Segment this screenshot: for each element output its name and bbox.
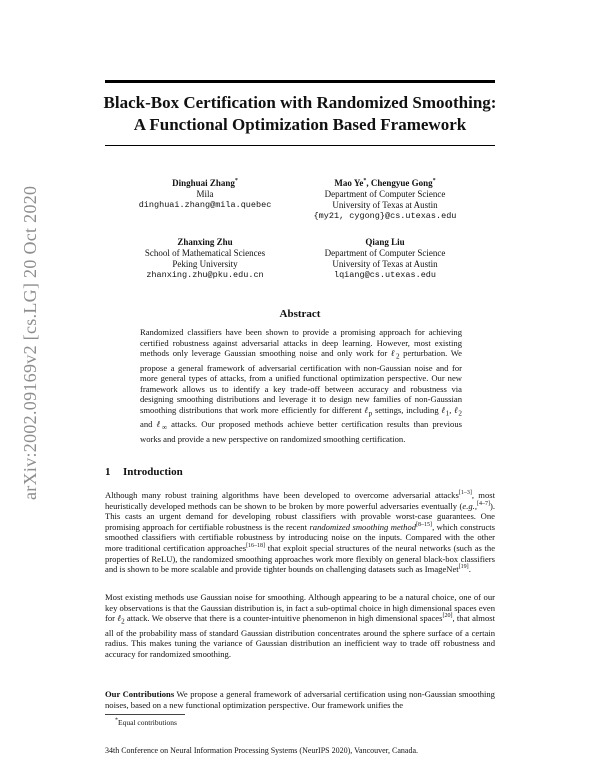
author-block-ye-gong [290, 178, 480, 222]
author-department: Department of Computer Science [324, 189, 446, 199]
title-line-2: A Functional Optimization Based Framework [133, 115, 467, 134]
author-email: zhanxing.zhu@pku.edu.cn [146, 270, 264, 280]
author-name: Zhanxing Zhu [177, 237, 233, 247]
abstract-body: Randomized classifiers have been shown to provide a promising approach for achieving certified robustness against adversarial attacks in deep learning. However, most existing methods only leverage Gaussian smoothing noise and only work for ℓ$_2$ perturbation. We propose a general framework of adversarial certification with non-Gaussian noise and for more general types of attacks, from a unified functional optimization perspective. Our new framework allows us to identify a key trade-off between accuracy and robustness via designing smoothing distributions and leverage it to design new families of non-Gaussian smoothing distributions that work more efficiently for different ℓ$_p$ settings, including ℓ$_1$, ℓ$_2$ and ℓ$_\infty$ attacks. Our proposed methods achieve better certification results than previous works and provide a new perspective on randomized smoothing certification. [140, 327, 462, 444]
title-top-rule [105, 80, 495, 83]
paper-title [0, 92, 600, 136]
venue-footer: 34th Conference on Neural Information Processing Systems (NeurIPS 2020), Vancouver, Canada. [105, 746, 419, 755]
author-email: dinghuai.zhang@mila.quebec [138, 200, 272, 210]
title-line-1: Black-Box Certification with Randomized Smoothing: [103, 93, 497, 112]
author-department: School of Mathematical Sciences [144, 248, 266, 258]
author-names: Mao Ye*, Chengyue Gong* [334, 178, 436, 188]
author-university: Peking University [172, 259, 238, 269]
footnote-rule [105, 714, 185, 715]
arxiv-stamp: arXiv:2002.09169v2 [cs.LG] 20 Oct 2020 [20, 185, 40, 500]
author-block-liu [290, 237, 480, 281]
author-email: lqiang@cs.utexas.edu [333, 270, 437, 280]
section-heading-introduction: 1 Introduction [105, 466, 183, 478]
intro-paragraph-1: Although many robust training algorithms have been developed to overcome adversarial attacks[1–3], most heuristically developed methods can be shown to be broken by more powerful adversaries eventually (e.g.,[4–7]). This casts an urgent demand for developing robust classifiers with provable worst-case guarantees. One promising approach for certifiable robustness is the recent randomized smoothing method[8–15], which constructs smoothed classifiers with certifiable robustness by introducing noise on the inputs. Compared with the other more traditional certification approaches[16–18] that exploit special structures of the neural networks (such as the properties of ReLU), the randomized smoothing approaches work more flexibly on general black-box classifiers and is shown to be more scalable and provide tighter bounds on challenging datasets such as ImageNet[19]. [105, 490, 496, 575]
author-email: {my21, cygong}@cs.utexas.edu [313, 211, 457, 221]
author-block-zhu [110, 237, 300, 281]
author-name: Dinghuai Zhang* [172, 178, 238, 188]
footnote: *Equal contributions [115, 717, 177, 727]
contributions-paragraph: Our Contributions We propose a general framework of adversarial certification using non-Gaussian smoothing noises, based on a new functional optimization perspective. Our framework unifies the [105, 689, 495, 710]
author-name: Qiang Liu [365, 237, 405, 247]
title-bottom-rule [105, 145, 495, 146]
author-block-zhang [110, 178, 300, 211]
intro-paragraph-2: Most existing methods use Gaussian noise for smoothing. Although appearing to be a natural choice, one of our key observations is that the Gaussian distribution is, in fact a sub-optimal choice in high dimensional spaces even for ℓ$_2$ attack. We observe that there is a counter-intuitive phenomenon in high dimensional spaces[20], that almost all of the probability mass of standard Gaussian distribution concentrates around the sphere surface of a certain radius. This makes tuning the variance of Gaussian distribution an inefficient way to trade off robustness and accuracy for randomized smoothing. [105, 592, 495, 659]
author-department: Department of Computer Science [324, 248, 446, 258]
author-university: University of Texas at Austin [332, 200, 438, 210]
author-university: University of Texas at Austin [332, 259, 438, 269]
abstract-heading: Abstract [279, 308, 321, 320]
author-affiliation: Mila [196, 189, 214, 199]
